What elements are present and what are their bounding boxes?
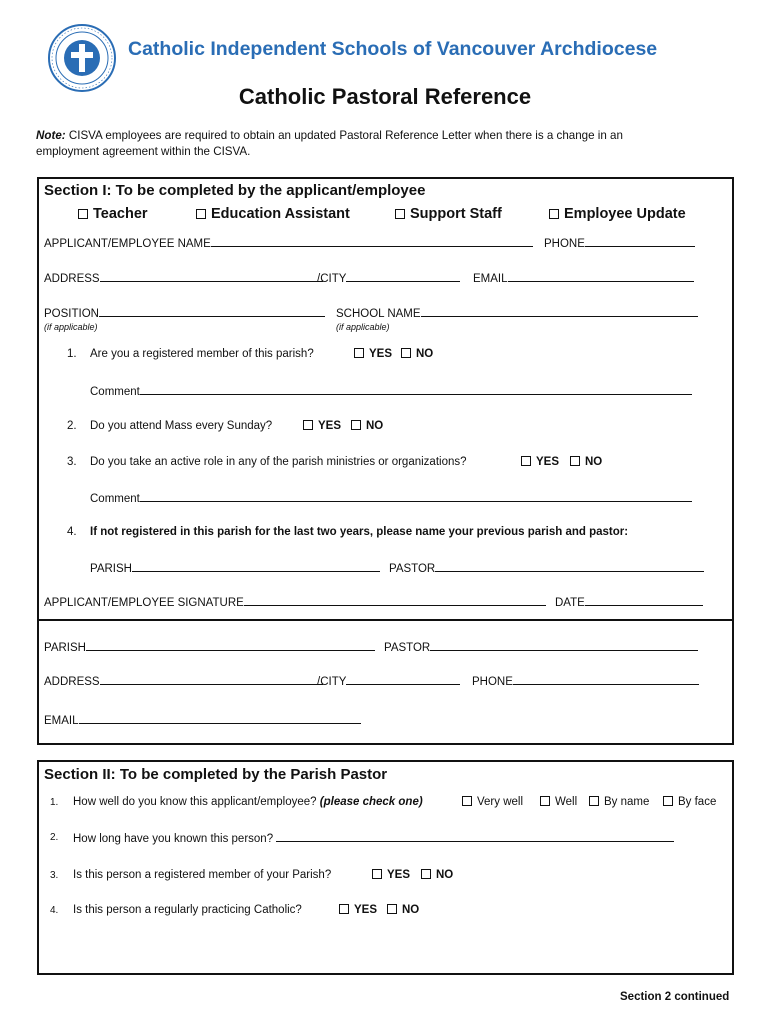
- option-label: By face: [678, 796, 717, 808]
- checkbox[interactable]: [387, 904, 397, 914]
- checkbox[interactable]: [521, 456, 531, 466]
- q2-text: Do you attend Mass every Sunday?: [90, 420, 273, 432]
- option-label: YES: [369, 348, 393, 360]
- blank-line[interactable]: [430, 640, 698, 651]
- option-label: NO: [436, 869, 454, 881]
- blank-line[interactable]: [140, 491, 692, 502]
- q3-number: 3.: [67, 456, 77, 468]
- category-employee-update[interactable]: [549, 206, 686, 222]
- q1-yes-option[interactable]: [354, 348, 392, 360]
- blank-line[interactable]: [585, 595, 703, 606]
- field-label: Comment: [90, 493, 140, 505]
- s2-q3-no-option[interactable]: [421, 869, 453, 881]
- note-paragraph: [36, 128, 726, 160]
- s2-q4-number: 4.: [50, 905, 59, 916]
- previous-pastor-field[interactable]: [389, 561, 704, 575]
- previous-parish-field[interactable]: [90, 561, 380, 575]
- option-by-face[interactable]: [663, 796, 716, 808]
- s2-q2-field[interactable]: [73, 831, 674, 845]
- note-label: Note:: [36, 129, 66, 142]
- field-label: SCHOOL NAME: [336, 308, 421, 320]
- question-text: How long have you known this person?: [73, 833, 274, 845]
- parish-city-field[interactable]: [317, 674, 460, 688]
- section2-heading: Section II: To be completed by the Parish Pastor: [44, 766, 388, 783]
- category-label: Teacher: [93, 206, 148, 222]
- question-hint: (please check one): [319, 796, 423, 808]
- parish-email-field[interactable]: [44, 713, 361, 727]
- checkbox[interactable]: [372, 869, 382, 879]
- q3-yes-option[interactable]: [521, 456, 559, 468]
- school-name-field[interactable]: [336, 306, 698, 320]
- checkbox[interactable]: [549, 209, 559, 219]
- s2-q1-number: 1.: [50, 797, 59, 808]
- position-field[interactable]: [44, 306, 325, 320]
- field-label: EMAIL: [473, 273, 508, 285]
- checkbox[interactable]: [303, 420, 313, 430]
- s2-q4-text: Is this person a regularly practicing Catholic?: [73, 904, 302, 916]
- checkbox[interactable]: [339, 904, 349, 914]
- city-field[interactable]: [317, 271, 460, 285]
- section1-heading: Section I: To be completed by the applicant/employee: [44, 182, 426, 199]
- q2-no-option[interactable]: [351, 420, 383, 432]
- s2-q1-text: [73, 796, 423, 808]
- field-label: /CITY: [317, 273, 347, 285]
- blank-line[interactable]: [276, 831, 674, 842]
- checkbox[interactable]: [354, 348, 364, 358]
- checkbox[interactable]: [78, 209, 88, 219]
- s2-q3-yes-option[interactable]: [372, 869, 410, 881]
- blank-line[interactable]: [585, 236, 695, 247]
- field-label: PHONE: [472, 676, 513, 688]
- s2-q4-yes-option[interactable]: [339, 904, 377, 916]
- option-label: YES: [354, 904, 378, 916]
- field-label: APPLICANT/EMPLOYEE SIGNATURE: [44, 597, 244, 609]
- checkbox[interactable]: [421, 869, 431, 879]
- blank-line[interactable]: [346, 271, 460, 282]
- q4-number: 4.: [67, 526, 77, 538]
- field-label: /CITY: [317, 676, 347, 688]
- page-title: Catholic Pastoral Reference: [238, 84, 532, 109]
- blank-line[interactable]: [100, 271, 323, 282]
- blank-line[interactable]: [140, 384, 692, 395]
- checkbox[interactable]: [540, 796, 550, 806]
- field-label: ADDRESS: [44, 273, 100, 285]
- q3-text: Do you take an active role in any of the parish ministries or organizations?: [90, 456, 467, 468]
- continued-note: Section 2 continued: [620, 991, 730, 1003]
- position-if-applicable: (if applicable): [44, 322, 98, 332]
- option-label: Well: [555, 796, 578, 808]
- category-label: Employee Update: [564, 206, 686, 222]
- q1-number: 1.: [67, 348, 77, 360]
- q3-no-option[interactable]: [570, 456, 602, 468]
- category-education-assistant[interactable]: [196, 206, 350, 222]
- question-text: How well do you know this applicant/employee?: [73, 796, 317, 808]
- option-label: YES: [318, 420, 342, 432]
- checkbox[interactable]: [395, 209, 405, 219]
- signature-field[interactable]: [44, 595, 546, 609]
- option-by-name[interactable]: [589, 796, 649, 808]
- q2-yes-option[interactable]: [303, 420, 341, 432]
- field-label: APPLICANT/EMPLOYEE NAME: [44, 238, 211, 250]
- option-label: Very well: [477, 796, 524, 808]
- checkbox[interactable]: [196, 209, 206, 219]
- field-label: PARISH: [44, 642, 86, 654]
- option-label: NO: [402, 904, 420, 916]
- s2-q2-number: 2.: [50, 832, 59, 843]
- option-label: YES: [387, 869, 411, 881]
- option-label: NO: [416, 348, 434, 360]
- s2-q4-no-option[interactable]: [387, 904, 419, 916]
- parish-field[interactable]: [44, 640, 375, 654]
- category-label: Education Assistant: [211, 206, 350, 222]
- field-label: PASTOR: [384, 642, 431, 654]
- blank-line[interactable]: [508, 271, 694, 282]
- field-label: ADDRESS: [44, 676, 100, 688]
- pastor-field[interactable]: [384, 640, 698, 654]
- q1-text: Are you a registered member of this parish?: [90, 348, 314, 360]
- blank-line[interactable]: [421, 306, 698, 317]
- section1-divider: [37, 619, 734, 621]
- field-label: PARISH: [90, 563, 132, 575]
- blank-line[interactable]: [346, 674, 460, 685]
- option-label: YES: [536, 456, 560, 468]
- address-field[interactable]: [44, 271, 323, 285]
- category-support-staff[interactable]: [395, 206, 502, 222]
- section2-box: [37, 760, 734, 975]
- field-label: EMAIL: [44, 715, 79, 727]
- option-very-well[interactable]: [462, 796, 523, 808]
- applicant-name-field[interactable]: [44, 236, 533, 250]
- parish-phone-field[interactable]: [472, 674, 699, 688]
- blank-line[interactable]: [211, 236, 533, 247]
- date-field[interactable]: [555, 595, 703, 609]
- checkbox[interactable]: [570, 456, 580, 466]
- blank-line[interactable]: [100, 674, 323, 685]
- checkbox[interactable]: [589, 796, 599, 806]
- blank-line[interactable]: [244, 595, 546, 606]
- email-field[interactable]: [473, 271, 694, 285]
- checkbox[interactable]: [663, 796, 673, 806]
- option-label: By name: [604, 796, 650, 808]
- q1-comment-field[interactable]: [90, 384, 692, 398]
- q3-comment-field[interactable]: [90, 491, 692, 505]
- field-label: POSITION: [44, 308, 99, 320]
- option-label: NO: [366, 420, 384, 432]
- blank-line[interactable]: [86, 640, 375, 651]
- blank-line[interactable]: [99, 306, 325, 317]
- organization-name: Catholic Independent Schools of Vancouver Archdiocese: [128, 38, 658, 60]
- q2-number: 2.: [67, 420, 77, 432]
- s2-q3-text: Is this person a registered member of your Parish?: [73, 869, 332, 881]
- q4-text: If not registered in this parish for the last two years, please name your previous parish and pastor:: [90, 526, 629, 538]
- blank-line[interactable]: [513, 674, 699, 685]
- category-teacher[interactable]: [78, 206, 148, 222]
- note-text-line2: employment agreement within the CISVA.: [36, 145, 251, 158]
- note-text-line1: CISVA employees are required to obtain an updated Pastoral Reference Letter when there is a change in an: [68, 129, 623, 142]
- checkbox[interactable]: [351, 420, 361, 430]
- parish-address-field[interactable]: [44, 674, 323, 688]
- checkbox[interactable]: [401, 348, 411, 358]
- field-label: PHONE: [544, 238, 585, 250]
- blank-line[interactable]: [132, 561, 380, 572]
- field-label: Comment: [90, 386, 140, 398]
- blank-line[interactable]: [435, 561, 704, 572]
- field-label: PASTOR: [389, 563, 436, 575]
- school-if-applicable: (if applicable): [336, 322, 390, 332]
- field-label: DATE: [555, 597, 585, 609]
- checkbox[interactable]: [462, 796, 472, 806]
- blank-line[interactable]: [79, 713, 361, 724]
- option-well[interactable]: [540, 796, 577, 808]
- option-label: NO: [585, 456, 603, 468]
- s2-q3-number: 3.: [50, 870, 59, 881]
- phone-field[interactable]: [544, 236, 695, 250]
- q1-no-option[interactable]: [401, 348, 433, 360]
- category-label: Support Staff: [410, 206, 502, 222]
